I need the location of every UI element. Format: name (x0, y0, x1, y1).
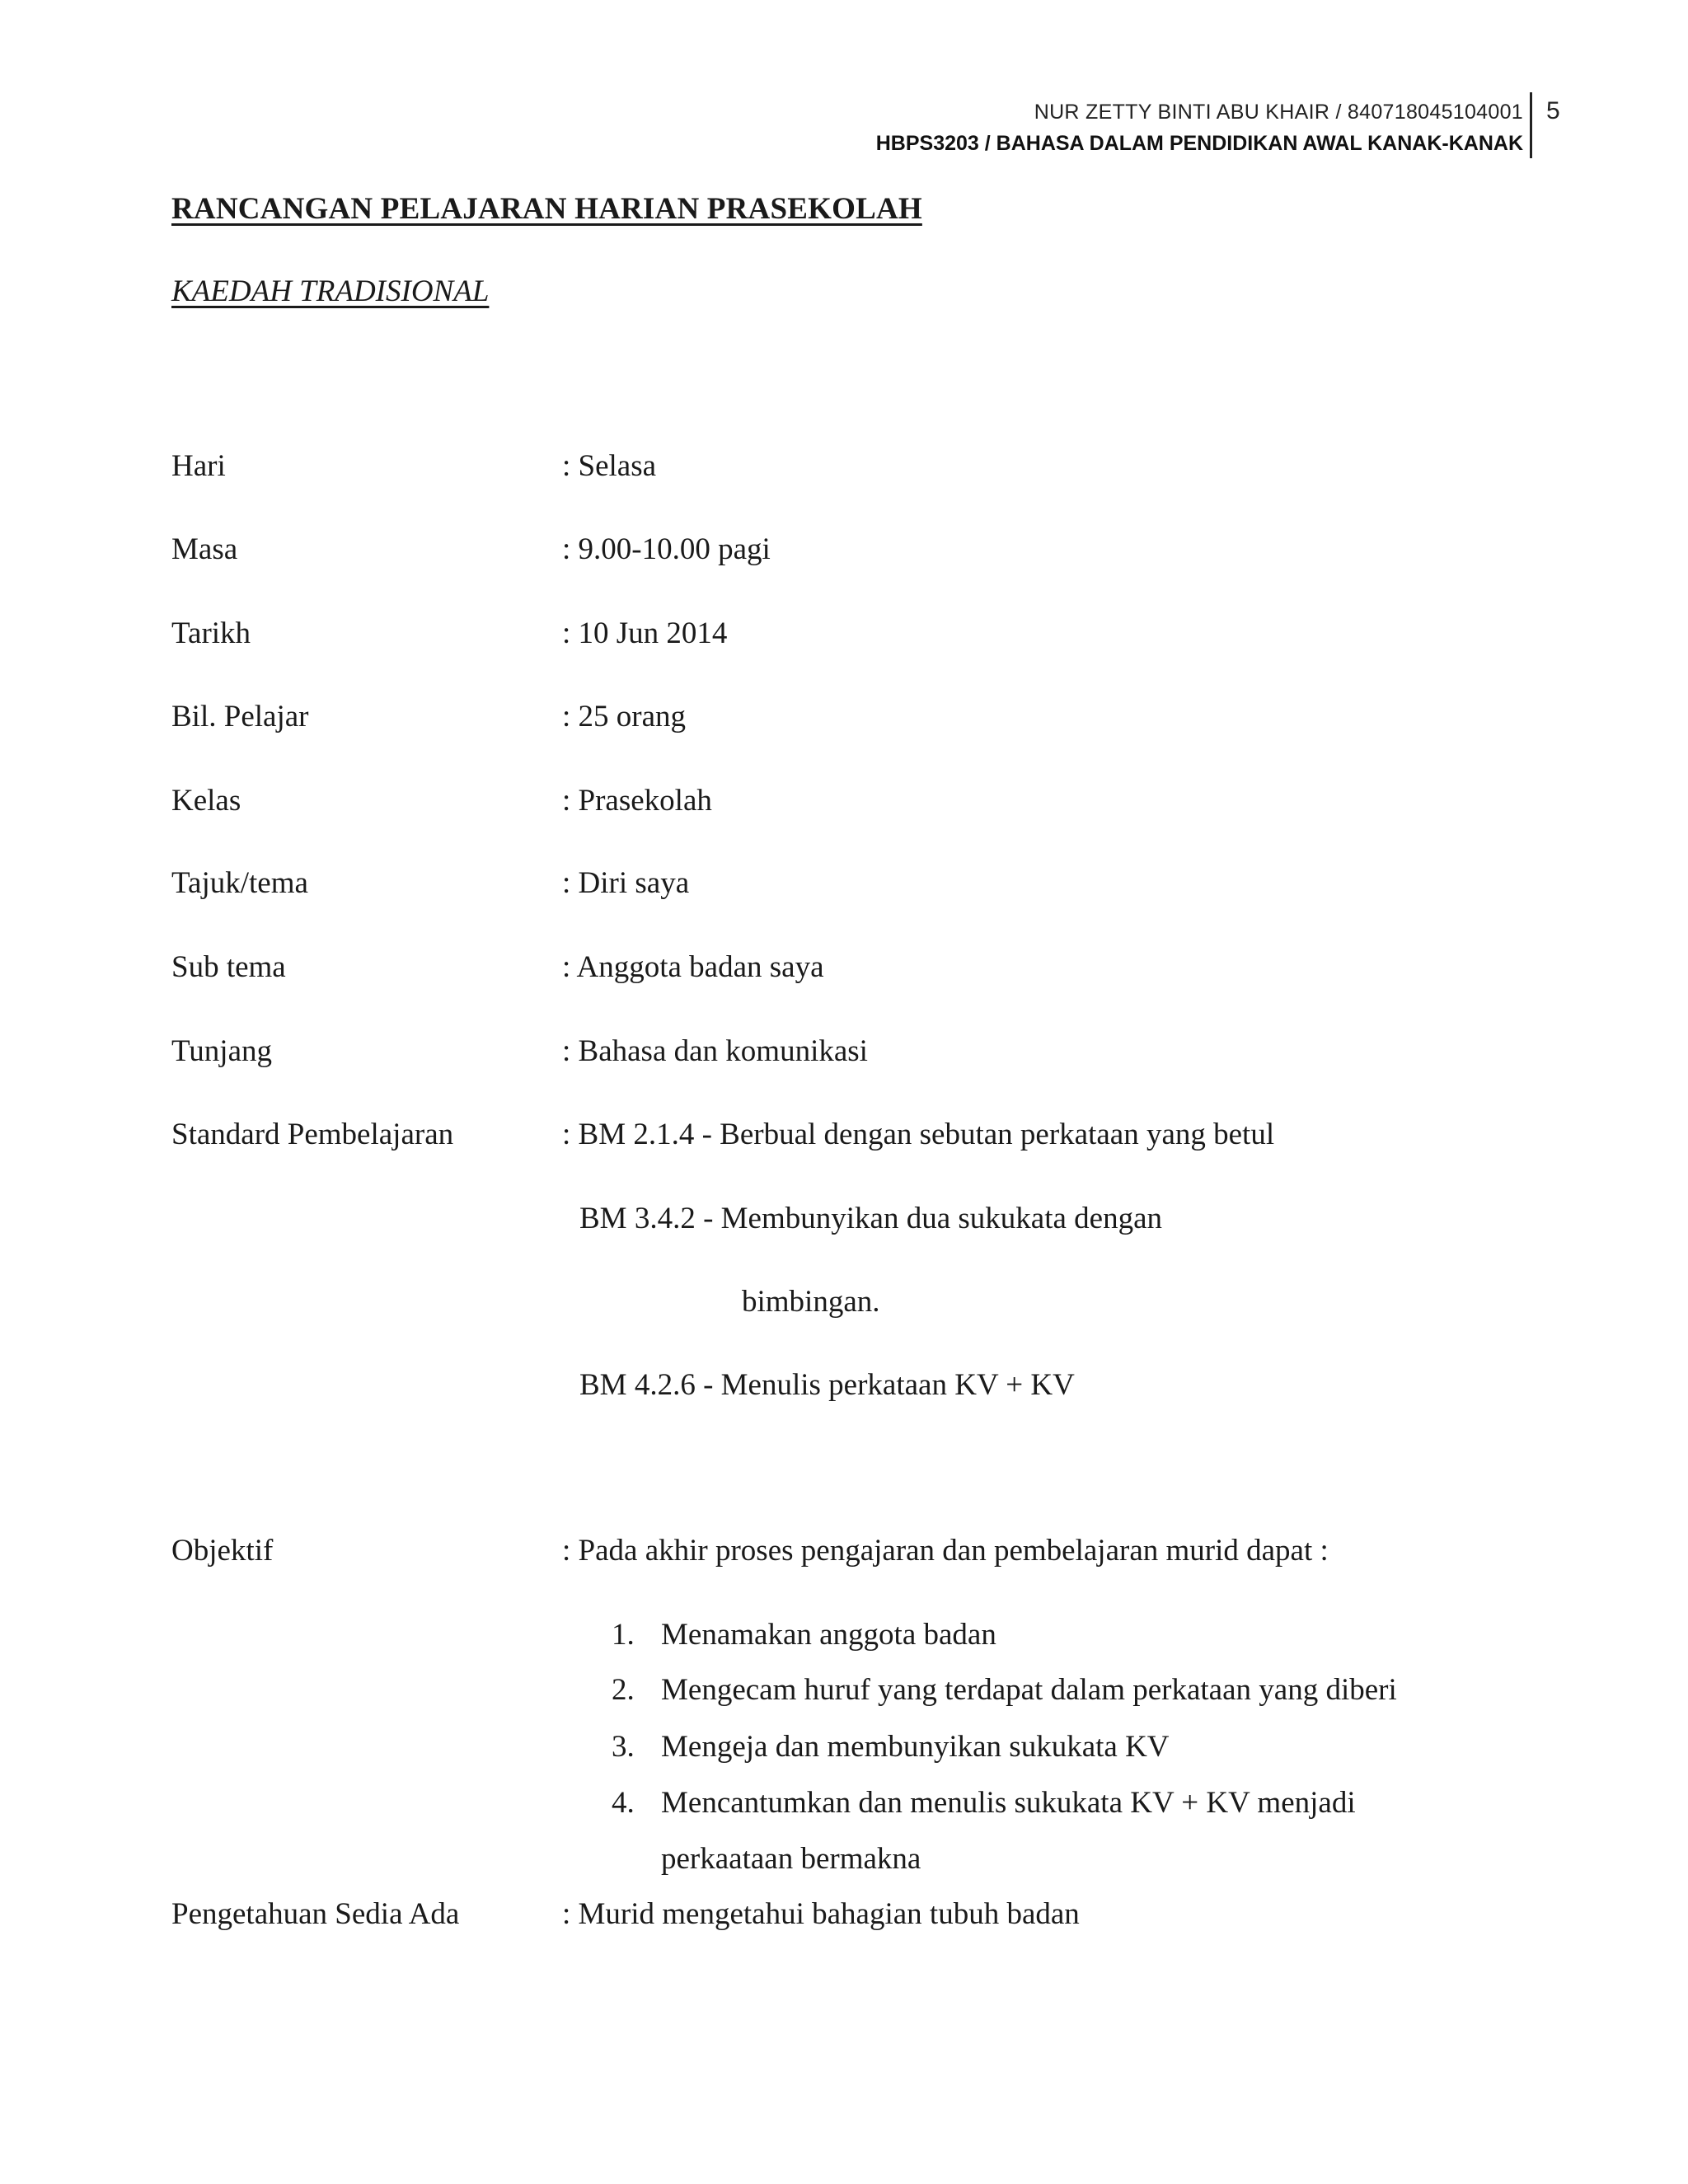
field-value: : Diri saya (562, 866, 690, 900)
course-line: HBPS3203 / BAHASA DALAM PENDIDIKAN AWAL KANAK-KANAK (875, 132, 1523, 155)
objective-text: Mengeja dan membunyikan sukukata KV (661, 1730, 1170, 1764)
author-line: NUR ZETTY BINTI ABU KHAIR / 840718045104001 (1034, 101, 1523, 124)
objective-item-4-continued: perkaataan bermakna (661, 1842, 921, 1876)
field-value: : 10 Jun 2014 (562, 616, 728, 650)
field-label: Tajuk/tema (171, 866, 308, 900)
objective-text: Mencantumkan dan menulis sukukata KV + KV menjadi (661, 1786, 1356, 1820)
field-label: Pengetahuan Sedia Ada (171, 1897, 460, 1931)
objective-number: 2. (612, 1673, 635, 1707)
field-label: Masa (171, 532, 238, 566)
document-title: RANCANGAN PELAJARAN HARIAN PRASEKOLAH (171, 192, 922, 226)
field-value: : 9.00-10.00 pagi (562, 532, 771, 566)
field-value: : 25 orang (562, 700, 687, 733)
field-value: : Murid mengetahui bahagian tubuh badan (562, 1897, 1080, 1931)
field-value: : Prasekolah (562, 784, 712, 818)
field-value: : Bahasa dan komunikasi (562, 1034, 868, 1068)
field-label: Tarikh (171, 616, 251, 650)
field-value: : BM 2.1.4 - Berbual dengan sebutan perkataan yang betul (562, 1118, 1275, 1151)
page-header (876, 97, 1523, 160)
field-value: : Anggota badan saya (562, 950, 824, 984)
field-label: Sub tema (171, 950, 286, 984)
field-value: : Selasa (562, 449, 657, 483)
field-value: : Pada akhir proses pengajaran dan pembelajaran murid dapat : (562, 1534, 1329, 1568)
objective-number: 4. (612, 1786, 635, 1820)
objective-number: 1. (612, 1618, 635, 1652)
objective-text: Mengecam huruf yang terdapat dalam perkataan yang diberi (661, 1673, 1397, 1707)
standard-line-2: BM 3.4.2 - Membunyikan dua sukukata dengan (579, 1202, 1162, 1235)
field-label: Bil. Pelajar (171, 700, 309, 733)
field-label: Hari (171, 449, 226, 483)
field-label: Kelas (171, 784, 241, 818)
page-number: 5 (1546, 97, 1560, 124)
field-label: Tunjang (171, 1034, 273, 1068)
field-label: Objektif (171, 1534, 274, 1568)
standard-line-3: bimbingan. (742, 1285, 880, 1319)
objective-text: Menamakan anggota badan (661, 1618, 996, 1652)
header-divider (1530, 92, 1532, 158)
document-subtitle: KAEDAH TRADISIONAL (171, 274, 490, 308)
field-label: Standard Pembelajaran (171, 1118, 454, 1151)
objective-number: 3. (612, 1730, 635, 1764)
standard-line-4: BM 4.2.6 - Menulis perkataan KV + KV (579, 1368, 1075, 1402)
